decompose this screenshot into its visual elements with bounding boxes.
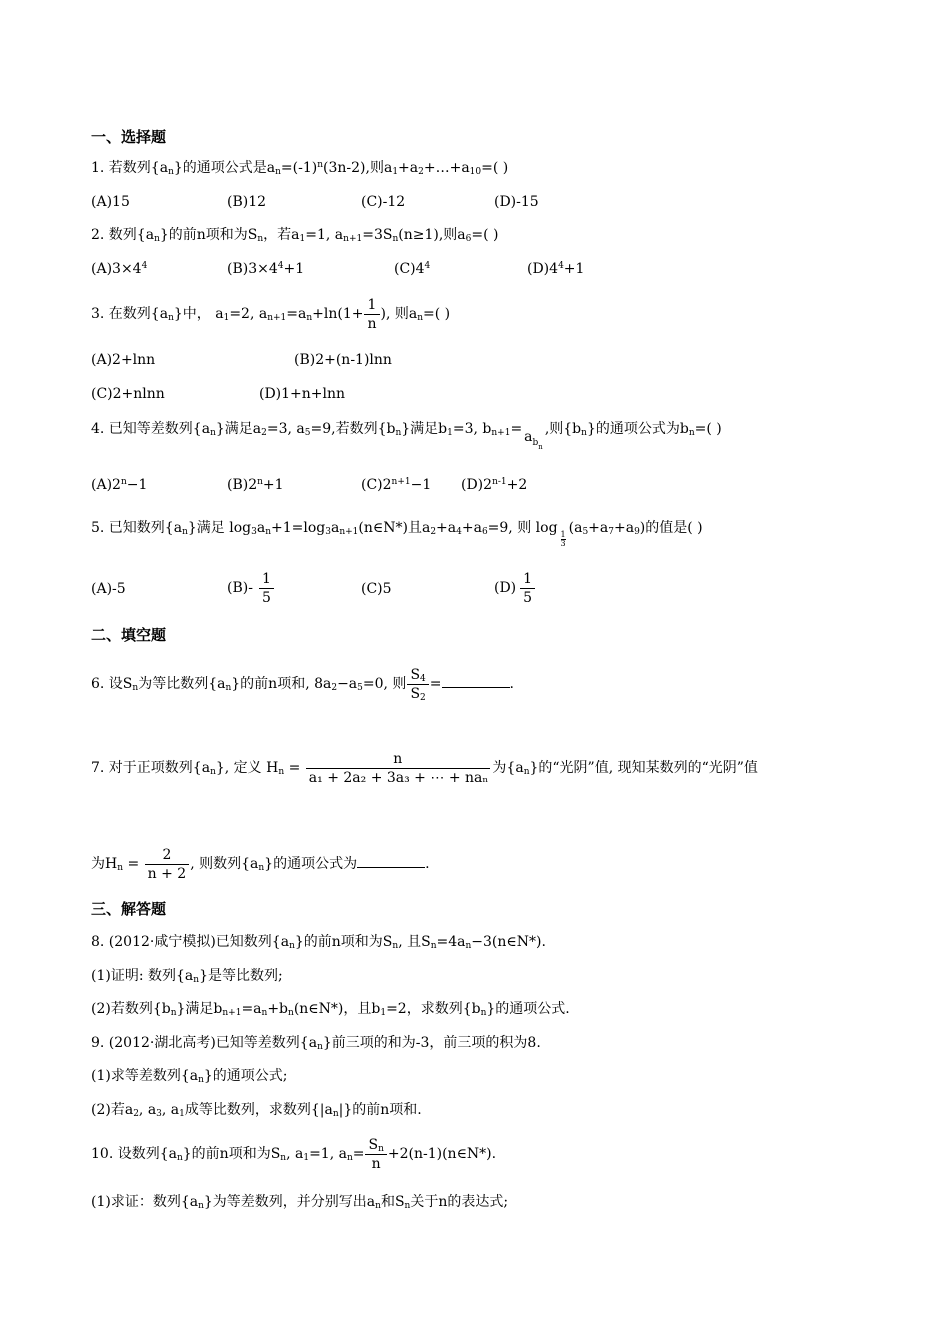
question-5: 5. 已知数列$\{a_n\}$满足 $\log_3a_n+1=\log_3a_{n+1}(n\in N*)$且$a_2+a_4+a_6=9$, 则 log $\frac{1}{3}$ $(a_5+a_7+a_9)$的值是( ): [91, 520, 703, 548]
q1-option-a: (A)15: [91, 194, 130, 210]
question-9: 9. (2012·湖北高考)已知等差数列$\{a_n\}$前三项的和为-3，前三项的积为8.: [91, 1035, 541, 1052]
q6-fraction: $\frac{S_4}{S_2}$: [407, 668, 428, 701]
question-8: 8. (2012·咸宁模拟)已知数列$\{a_n\}$的前n项和为$S_n$, 且$S_n=4a_n-3(n\in N*)$.: [91, 934, 546, 951]
q5-option-b: (B)- $\frac{1}{5}$: [227, 568, 275, 608]
q2-option-c: $(C)4^4$: [394, 261, 431, 277]
q10-part-1: (1)求证：数列$\{a_n\}$为等差数列，并分别写出$a_n$和$S_n$关于n的表达式;: [91, 1194, 509, 1211]
q1-option-c: (C)-12: [361, 194, 406, 210]
q9-part-2: (2)若$a_2$, $a_3$, $a_1$成等比数列，求数列$\{|a_n|\}$的前n项和.: [91, 1102, 422, 1119]
q4-option-d: $(D)2^{n-1}+2$: [461, 477, 528, 493]
question-2: 2. 数列$\{a_n\}$的前n项和为$S_n$，若$a_1=1$, $a_{n+1}=3S_n(n\ge 1)$,则$a_6=$( ): [91, 227, 499, 244]
q3-option-b: (B)2+(n-1)lnn: [294, 352, 392, 368]
q1-option-b: (B)12: [227, 194, 267, 210]
q4-option-b: $(B)2^n+1$: [227, 477, 284, 493]
section-choice-heading: 一、选择题: [91, 128, 167, 146]
q8-part-1: (1)证明: 数列$\{a_n\}$是等比数列;: [91, 968, 283, 985]
q3-option-d: (D)1+n+lnn: [259, 386, 346, 402]
question-7: 7. 对于正项数列$\{a_n\}$, 定义 $H_n$ = $\frac{n}{\text{a₁ + 2a₂ + 3a₃ + ⋯ + naₙ}}$ 为$\{a_n\}$的“光阴”值, 现知某数列的“光阴”值: [91, 750, 758, 786]
q4-option-a: $(A)2^n-1$: [91, 477, 148, 493]
question-10: 10. 设数列$\{a_n\}$的前n项和为$S_n$, $a_1=1$, $a_n=$ $\frac{S_n}{n}$ +2(n-1)(n∈N*).: [91, 1136, 497, 1172]
q9-part-1: (1)求等差数列$\{a_n\}$的通项公式;: [91, 1068, 288, 1085]
q7-value-fraction: $\frac{2}{n + 2}$: [145, 848, 190, 881]
q7-answer-blank[interactable]: [357, 867, 425, 868]
q5-option-c: (C)5: [361, 581, 392, 597]
q5-log-base: $\frac{1}{3}$: [560, 530, 566, 548]
section-answer-heading: 三、解答题: [91, 900, 167, 918]
q4-option-c: $(C)2^{n+1}-1$: [361, 477, 432, 493]
q5-option-d: (D) $\frac{1}{5}$: [494, 568, 536, 608]
q10-fraction: $\frac{S_n}{n}$: [365, 1138, 386, 1171]
question-1: 1. 若数列$\{a_n\}$的通项公式是$a_n=(-1)^n(3n-2)$,则$a_1+a_2+\dots+a_{10}=$( ): [91, 160, 509, 177]
question-6: 6. 设$S_n$为等比数列$\{a_n\}$的前n项和, $8a_2-a_5=0$, 则 $\frac{S_4}{S_2}$ = .: [91, 666, 514, 703]
question-7-cont: 为$H_n$ = $\frac{2}{n + 2}$ , 则数列$\{a_n\}$的通项公式为 .: [91, 846, 430, 882]
q6-answer-blank[interactable]: [442, 687, 510, 688]
q8-part-2: (2)若数列$\{b_n\}$满足$b_{n+1}=a_n+b_n(n\in N*)$，且$b_1=2$，求数列$\{b_n\}$的通项公式.: [91, 1001, 570, 1018]
q7-h-fraction: $\frac{n}{\text{a₁ + 2a₂ + 3a₃ + ⋯ + naₙ}}$: [306, 752, 492, 785]
q3-option-a: (A)2+lnn: [91, 352, 156, 368]
q1-option-d: (D)-15: [494, 194, 539, 210]
question-3: 3. 在数列$\{a_n\}$中， $a_1=2$, $a_{n+1}=a_n+\ln(1+$ $\frac{1}{n}$ ), 则$a_n=$( ): [91, 296, 451, 332]
q3-option-c: (C)2+nlnn: [91, 386, 165, 402]
q2-option-d: $(D)4^4+1$: [527, 261, 585, 277]
q2-option-b: $(B)3\times 4^4+1$: [227, 261, 305, 277]
q2-option-a: $(A)3\times 4^4$: [91, 261, 148, 277]
question-4: 4. 已知等差数列$\{a_n\}$满足$a_2=3$, $a_5=9$,若数列$\{b_n\}$满足$b_1=3$, $b_{n+1}= a_{bn}$,则$\{b_n\}$的通项公式为$b_n=$( ): [91, 421, 722, 451]
section-fill-heading: 二、填空题: [91, 626, 167, 644]
q5-option-a: (A)-5: [91, 581, 126, 597]
q4-subscript-expr: $a_{bn}$: [524, 429, 543, 451]
q3-fraction: $\frac{1}{n}$: [364, 298, 379, 331]
